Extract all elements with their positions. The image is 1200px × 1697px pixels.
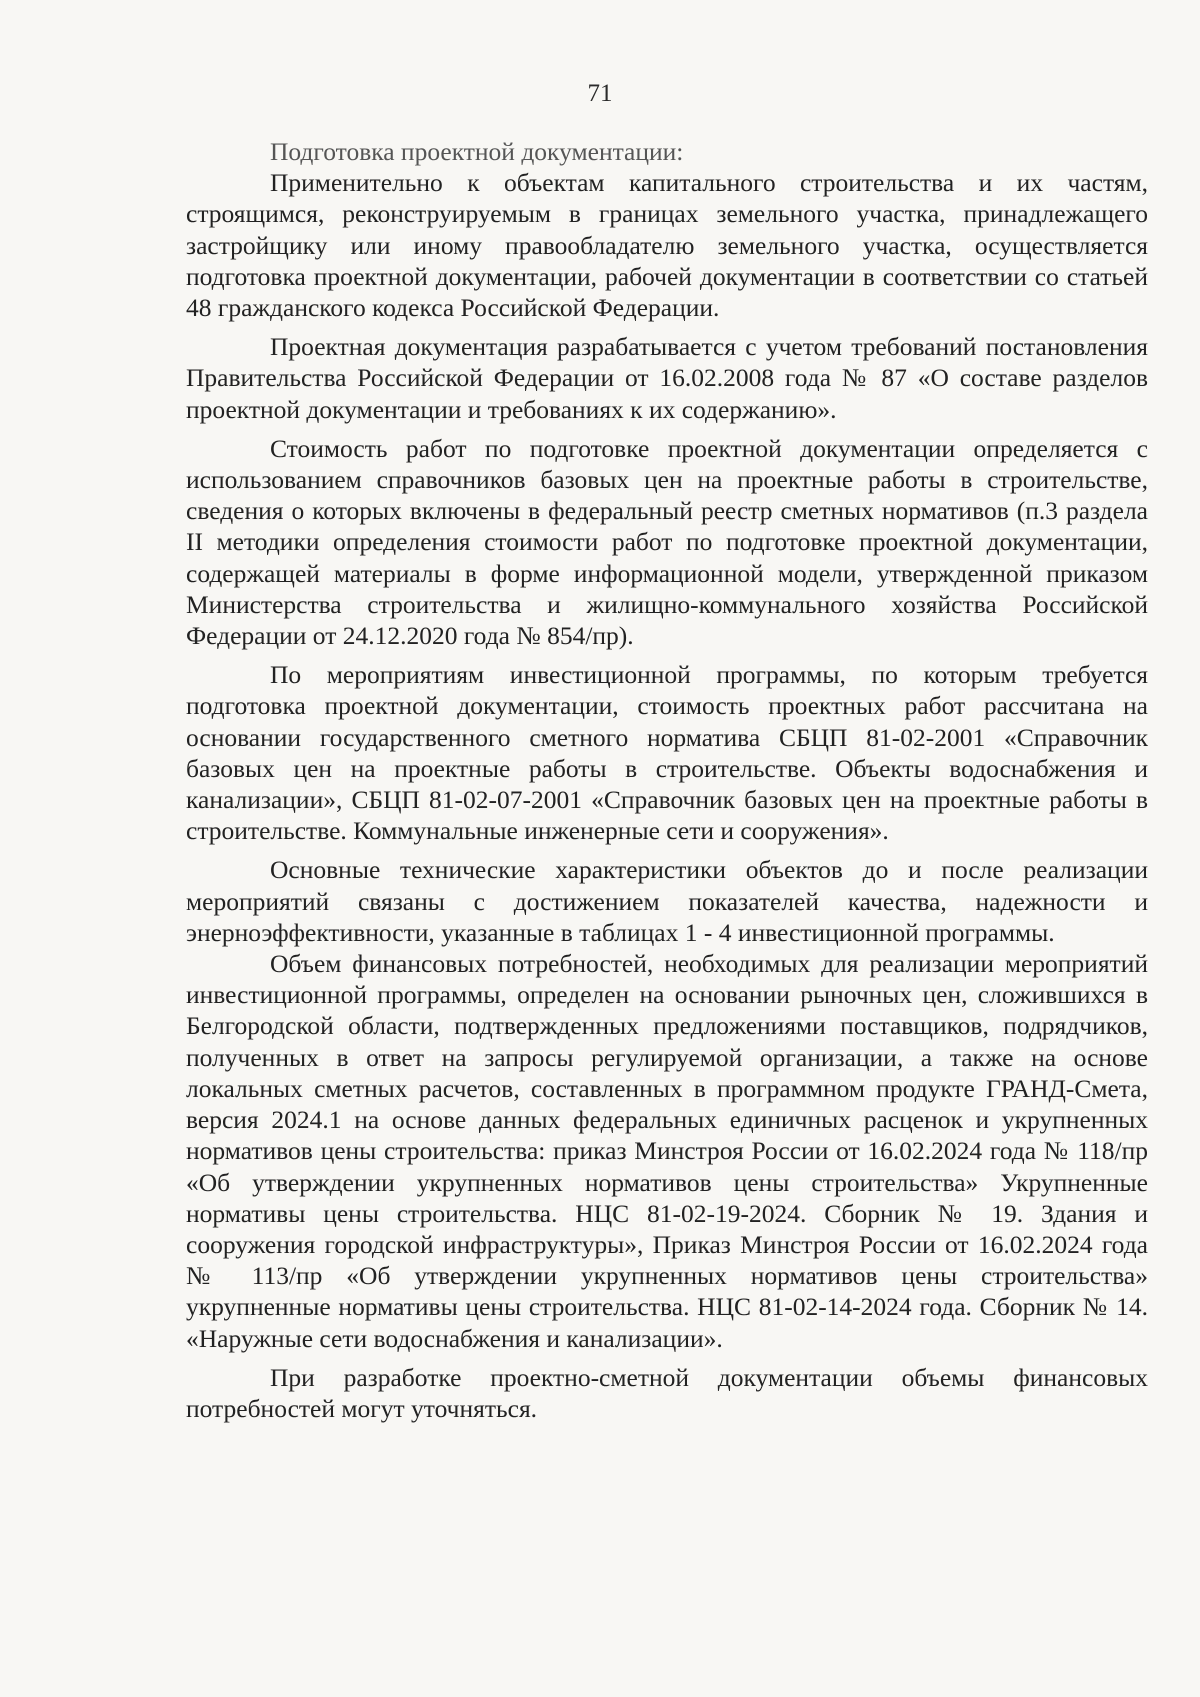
paragraph-clarification: При разработке проектно-сметной документации объемы финансовых потребностей могут уточняться. <box>186 1362 1148 1423</box>
paragraph-design-cost: Стоимость работ по подготовке проектной документации определяется с использованием справочников базовых цен на проектные работы в строительстве, сведения о которых включены в федеральный реестр сметных нормативов (п.3 раздела II методики определения стоимости работ по подготовке проектной документации, содержащей материалы в форме информационной модели, утвержденной приказом Министерства строительства и жилищно-коммунального хозяйства Российской Федерации от 24.12.2020 года № 854/пр). <box>186 433 1148 651</box>
page-number: 71 <box>587 80 613 107</box>
document-body <box>186 136 1148 1424</box>
paragraph-design-cost-basis: По мероприятиям инвестиционной программы, по которым требуется подготовка проектной документации, стоимость проектных работ рассчитана на основании государственного сметного норматива СБЦП 81-02-2001 «Справочник базовых цен на проектные работы в строительстве. Объекты водоснабжения и канализации», СБЦП 81-02-07-2001 «Справочник базовых цен на проектные работы в строительстве. Коммунальные инженерные сети и сооружения». <box>186 660 1148 846</box>
paragraph-legal-basis: Применительно к объектам капитального строительства и их частям, строящимся, реконструируемым в границах земельного участка, принадлежащего застройщику или иному правообладателю земельного участка, осуществляется подготовка проектной документации, рабочей документации в соответствии со статьей 48 гражданского кодекса Российской Федерации. <box>186 168 1148 323</box>
section-heading: Подготовка проектной документации: <box>270 137 684 166</box>
paragraph-technical-characteristics: Основные технические характеристики объектов до и после реализации мероприятий связаны с достижением показателей качества, надежности и энерноэффективности, указанные в таблицах 1 - 4 инвестиционной программы. <box>186 855 1148 947</box>
paragraph-design-requirements: Проектная документация разрабатывается с учетом требований постановления Правительства Российской Федерации от 16.02.2008 года № 87 «О составе разделов проектной документации и требованиях к их содержанию». <box>186 332 1148 424</box>
paragraph-financial-needs: Объем финансовых потребностей, необходимых для реализации мероприятий инвестиционной программы, определен на основании рыночных цен, сложившихся в Белгородской области, подтвержденных предложениями поставщиков, подрядчиков, полученных в ответ на запросы регулируемой организации, а также на основе локальных сметных расчетов, составленных в программном продукте ГРАНД-Смета, версия 2024.1 на основе данных федеральных единичных расценок и укрупненных нормативов цены строительства: приказ Минстроя России от 16.02.2024 года № 118/пр «Об утверждении укрупненных нормативов цены строительства» Укрупненные нормативы цены строительства. НЦС 81-02-19-2024. Сборник № 19. Здания и сооружения городской инфраструктуры», Приказ Минстроя России от 16.02.2024 года № 113/пр «Об утверждении укрупненных нормативов цены строительства» укрупненные нормативы цены строительства. НЦС 81-02-14-2024 года. Сборник № 14. «Наружные сети водоснабжения и канализации». <box>186 949 1148 1353</box>
